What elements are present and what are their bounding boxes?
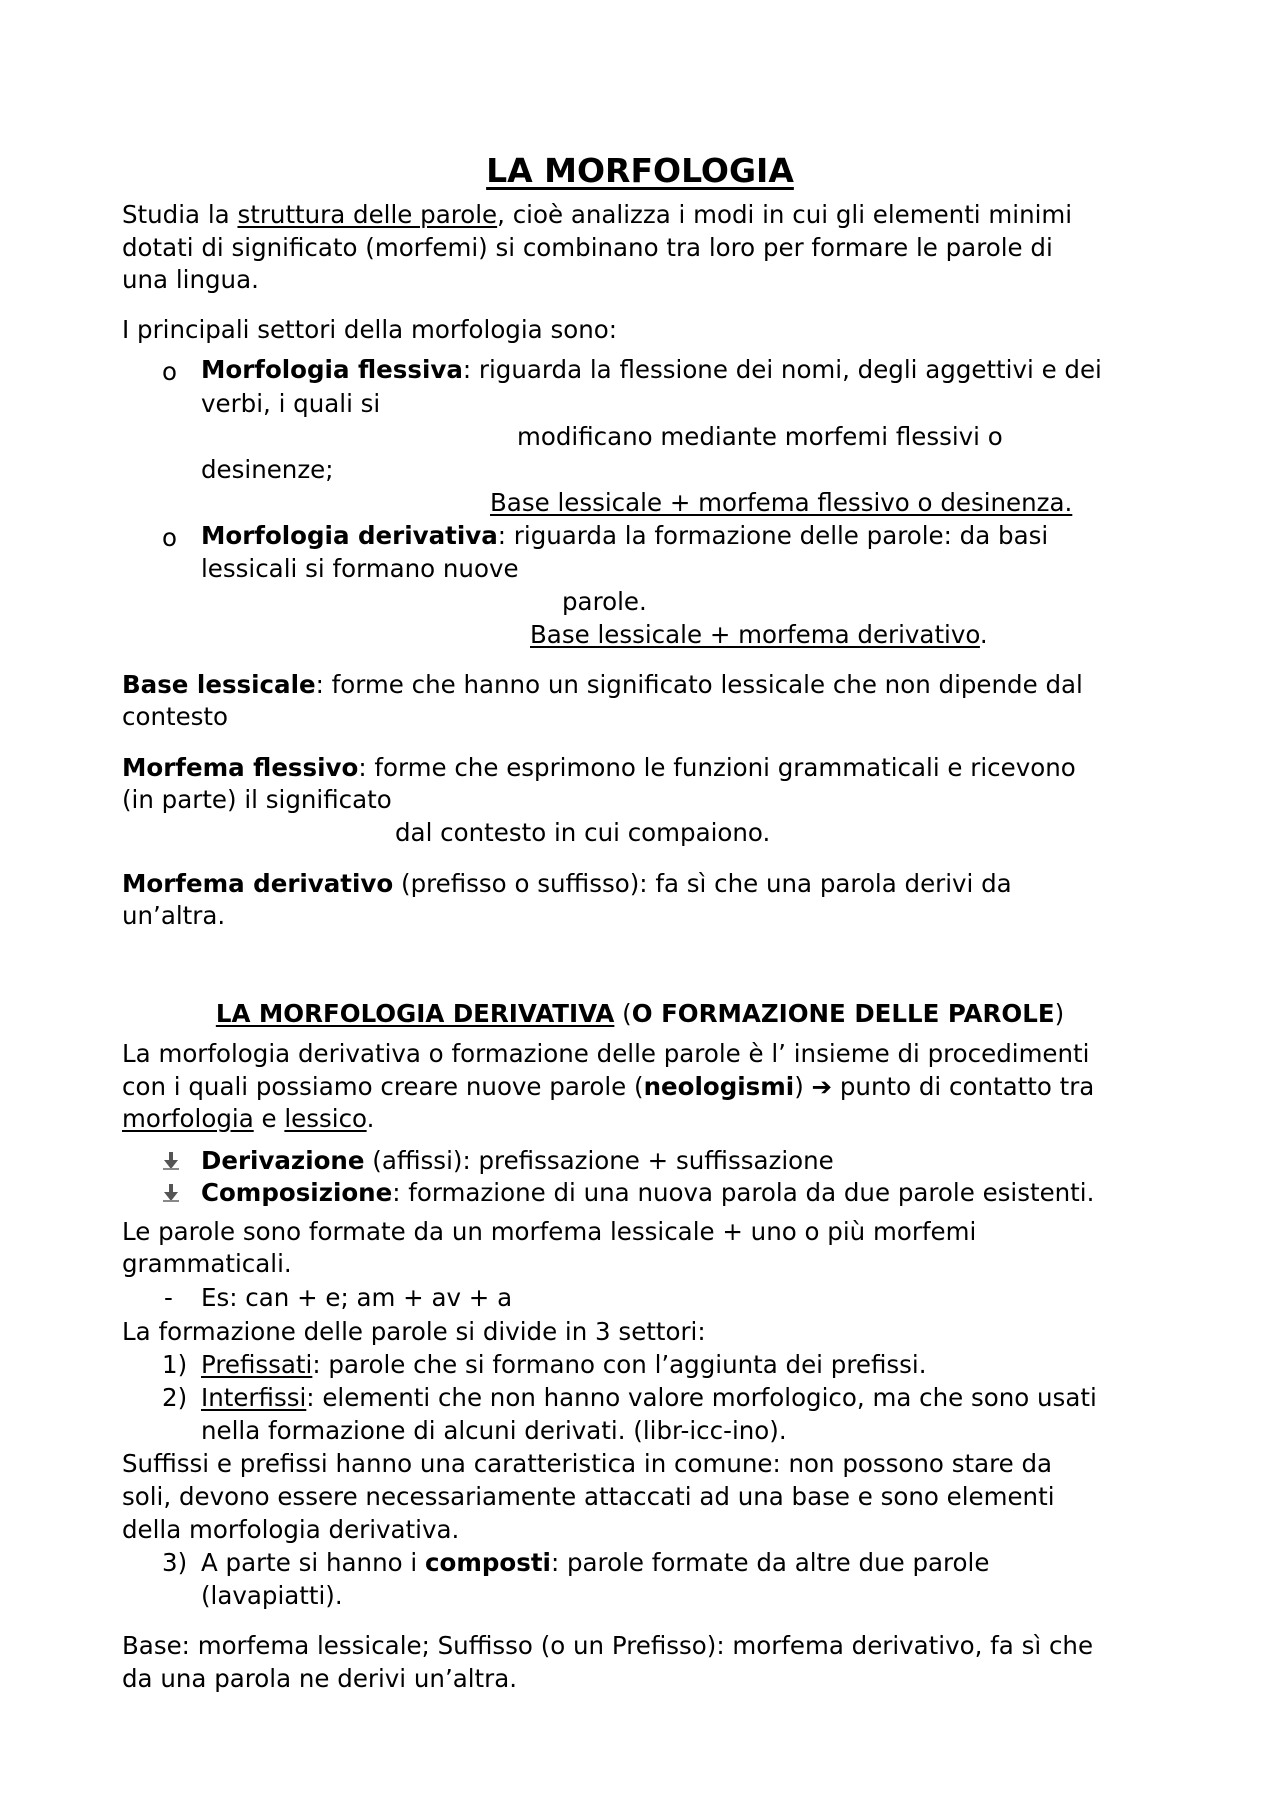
numbered-item-3-line-2: (lavapiatti).: [201, 1581, 343, 1610]
derivativo-def-line-1: Morfema derivativo (prefisso o suffisso): fa sì che una parola derivi da: [122, 869, 1012, 898]
section2-p1-line-3: morfologia e lessico.: [122, 1104, 375, 1133]
section2-p4-line-2: soli, devono essere necessariamente attaccati ad una base e sono elementi: [122, 1482, 1055, 1511]
section2-p5-line-1: Base: morfema lessicale; Suffisso (o un Prefisso): morfema derivativo, fa sì che: [122, 1631, 1094, 1660]
section2-p5-line-2: da una parola ne derivi un’altra.: [122, 1664, 518, 1693]
flessivo-def-line-3: dal contesto in cui compaiono.: [395, 818, 771, 847]
section2-title: LA MORFOLOGIA DERIVATIVA (O FORMAZIONE DELLE PAROLE): [215, 999, 1065, 1028]
down-arrow-bullet-icon: [162, 1151, 180, 1176]
flessivo-def-line-1: Morfema flessivo: forme che esprimono le funzioni grammaticali e ricevono: [122, 753, 1076, 782]
bullet-composizione: Composizione: formazione di una nuova parola da due parole esistenti.: [201, 1178, 1095, 1207]
example-dash: -: [164, 1283, 173, 1312]
derivativa-line-2: lessicali si formano nuove: [201, 554, 519, 583]
flessivo-def-line-2: (in parte) il significato: [122, 785, 392, 814]
intro-line-1: Studia la struttura delle parole, cioè analizza i modi in cui gli elementi minimi: [122, 200, 1073, 229]
flessiva-line-3: modificano mediante morfemi flessivi o: [517, 422, 1003, 451]
section2-p4-line-1: Suffissi e prefissi hanno una caratteristica in comune: non possono stare da: [122, 1449, 1053, 1478]
flessiva-formula: Base lessicale + morfema flessivo o desinenza.: [490, 488, 1073, 517]
list-number: 1): [162, 1350, 188, 1379]
base-def-line-1: Base lessicale: forme che hanno un significato lessicale che non dipende dal: [122, 670, 1083, 699]
section2-p1-line-2: con i quali possiamo creare nuove parole (neologismi) ➔ punto di contatto tra: [122, 1072, 1095, 1101]
flessiva-line-1: Morfologia flessiva: riguarda la flessione dei nomi, degli aggettivi e dei: [201, 355, 1102, 384]
list-number: 3): [162, 1548, 188, 1577]
numbered-item-3: A parte si hanno i composti: parole formate da altre due parole: [201, 1548, 990, 1577]
intro-line-3: una lingua.: [122, 265, 259, 294]
derivativo-def-line-2: un’altra.: [122, 901, 226, 930]
struttura-underline: struttura delle parole: [237, 200, 498, 229]
page-title: LA MORFOLOGIA: [486, 151, 794, 190]
derivativa-formula: Base lessicale + morfema derivativo.: [530, 620, 988, 649]
sectors-intro: I principali settori della morfologia sono:: [122, 315, 617, 344]
flessiva-line-2: verbi, i quali si: [201, 389, 381, 418]
section2-p2-line-1: Le parole sono formate da un morfema lessicale + uno o più morfemi: [122, 1217, 977, 1246]
numbered-item-2: Interfissi: elementi che non hanno valore morfologico, ma che sono usati: [201, 1383, 1097, 1412]
list-marker: o: [162, 357, 177, 386]
numbered-item-2-line-2: nella formazione di alcuni derivati. (libr-icc-ino).: [201, 1416, 787, 1445]
derivativa-line-3: parole.: [562, 587, 647, 616]
section2-p3: La formazione delle parole si divide in 3 settori:: [122, 1317, 706, 1346]
bullet-derivazione: Derivazione (affissi): prefissazione + suffissazione: [201, 1146, 834, 1175]
list-marker: o: [162, 523, 177, 552]
section2-p1-line-1: La morfologia derivativa o formazione delle parole è l’ insieme di procedimenti: [122, 1039, 1090, 1068]
flessiva-line-4: desinenze;: [201, 455, 334, 484]
section2-p4-line-3: della morfologia derivativa.: [122, 1515, 460, 1544]
example-line: Es: can + e; am + av + a: [201, 1283, 513, 1312]
intro-line-2: dotati di significato (morfemi) si combinano tra loro per formare le parole di: [122, 233, 1053, 262]
section2-p2-line-2: grammaticali.: [122, 1249, 292, 1278]
list-number: 2): [162, 1383, 188, 1412]
numbered-item-1: Prefissati: parole che si formano con l’aggiunta dei prefissi.: [201, 1350, 927, 1379]
down-arrow-bullet-icon: [162, 1183, 180, 1208]
derivativa-line-1: Morfologia derivativa: riguarda la formazione delle parole: da basi: [201, 521, 1049, 550]
base-def-line-2: contesto: [122, 702, 229, 731]
right-arrow-icon: ➔: [811, 1072, 833, 1101]
